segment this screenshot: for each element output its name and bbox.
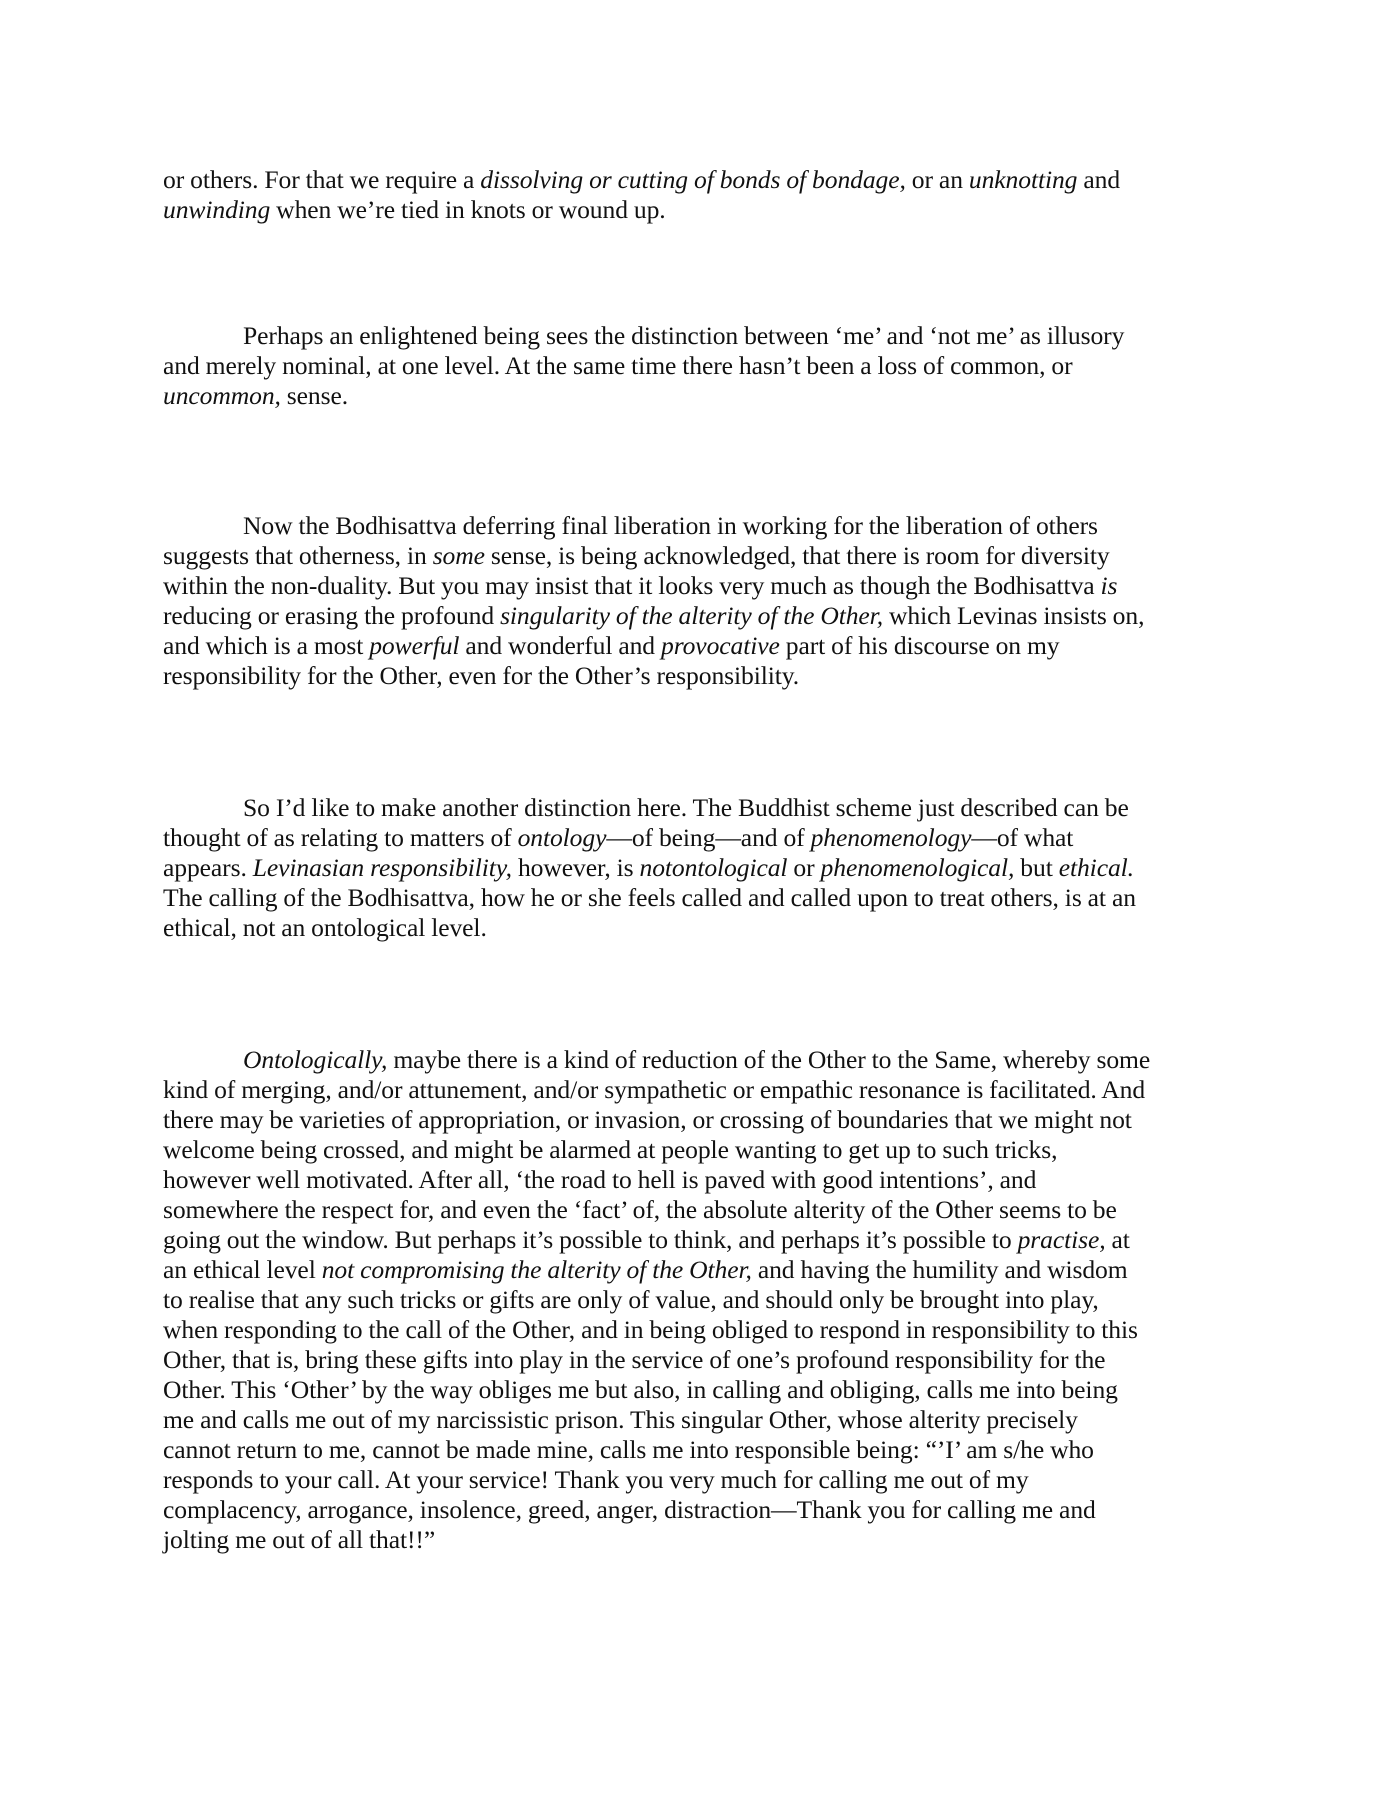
italic-run: uncommon, [163,381,281,410]
text-line [163,1285,1229,1315]
text-line [163,1255,1229,1285]
text-run: and wonderful and [459,631,661,660]
text-line [163,1435,1229,1465]
text-run: me and calls me out of my narcissistic prison. This singular Other, whose alterity precisely [163,1405,1078,1434]
paragraph-5 [163,1045,1229,1555]
text-line [163,1225,1229,1255]
paragraph-1 [163,165,1229,225]
text-run: to realise that any such tricks or gifts are only of value, and should only be brought into play, [163,1285,1099,1314]
text-line [163,793,1229,823]
text-run: responds to your call. At your service! Thank you very much for calling me out of my [163,1465,1029,1494]
text-line [163,1135,1229,1165]
text-line [163,853,1229,883]
text-run: within the non-duality. But you may insist that it looks very much as though the Bodhisattva [163,571,1101,600]
text-run: at [1105,1225,1130,1254]
text-line [163,1195,1229,1225]
text-line [163,381,1229,411]
text-run: reducing or erasing the profound [163,601,501,630]
text-run: or [787,853,821,882]
text-line [163,913,1229,943]
italic-run: practise, [1017,1225,1106,1254]
text-line [163,1045,1229,1075]
text-run: which Levinas insists on, [883,601,1145,630]
italic-run: phenomenology [810,823,972,852]
text-run: welcome being crossed, and might be alarmed at people wanting to get up to such tricks, [163,1135,1058,1164]
text-run: The calling of the Bodhisattva, how he or she feels called and called upon to treat others, is at an [163,883,1136,912]
italic-run: is [1100,571,1118,600]
text-run: responsibility for the Other, even for the Other’s responsibility. [163,661,800,690]
italic-run: phenomenological, [820,853,1015,882]
text-run: Now the Bodhisattva deferring final liberation in working for the liberation of others [243,511,1098,540]
text-line [163,1345,1229,1375]
italic-run: not compromising the alterity of the Other, [321,1255,752,1284]
text-run: complacency, arrogance, insolence, greed, anger, distraction—Thank you for calling me and [163,1495,1096,1524]
italic-run: Ontologically, [243,1045,388,1074]
text-run: or others. For that we require a [163,165,481,194]
text-line [163,1315,1229,1345]
italic-run: dissolving or cutting of bonds of bondage, [480,165,906,194]
text-line [163,1105,1229,1135]
text-run: part of his discourse on my [779,631,1060,660]
text-run: and [1077,165,1121,194]
text-line [163,321,1229,351]
italic-run: singularity of the alterity of the Other, [500,601,884,630]
paragraph-3 [163,511,1229,691]
text-line [163,351,1229,381]
text-line [163,511,1229,541]
italic-run: unwinding [163,195,271,224]
text-line [163,631,1229,661]
italic-run: ethical. [1058,853,1134,882]
text-run: thought of as relating to matters of [163,823,518,852]
text-run: cannot return to me, cannot be made mine, calls me into responsible being: “’I’ am s/he who [163,1435,1094,1464]
text-run: suggests that otherness, in [163,541,433,570]
text-line [163,1375,1229,1405]
text-run: ethical, not an ontological level. [163,913,487,942]
italic-run: unknotting [968,165,1078,194]
paragraph-4 [163,793,1229,943]
text-line [163,541,1229,571]
text-run: Perhaps an enlightened being sees the distinction between ‘me’ and ‘not me’ as illusory [243,321,1125,350]
text-run: or an [905,165,969,194]
italic-run: ontology [517,823,607,852]
text-line [163,1075,1229,1105]
italic-run: powerful [369,631,460,660]
text-run: sense, is being acknowledged, that there is room for diversity [484,541,1110,570]
text-line [163,165,1229,195]
text-run: and which is a most [163,631,370,660]
italic-run: notontological [639,853,788,882]
text-run: jolting me out of all that!!” [163,1525,436,1554]
text-run: somewhere the respect for, and even the ‘fact’ of, the absolute alterity of the Other seems to be [163,1195,1117,1224]
text-line [163,601,1229,631]
text-run: —of being—and of [606,823,811,852]
text-run: but [1014,853,1059,882]
text-run: maybe there is a kind of reduction of the Other to the Same, whereby some [387,1045,1151,1074]
text-run: —of what [971,823,1074,852]
text-run: when responding to the call of the Other, and in being obliged to respond in responsibility to this [163,1315,1138,1344]
text-line [163,1405,1229,1435]
text-run: when we’re tied in knots or wound up. [270,195,666,224]
text-run: Other. This ‘Other’ by the way obliges me but also, in calling and obliging, calls me into being [163,1375,1118,1404]
text-run: however, is [511,853,640,882]
italic-run: Levinasian responsibility, [252,853,512,882]
text-line [163,1525,1229,1555]
text-line [163,883,1229,913]
text-run: there may be varieties of appropriation, or invasion, or crossing of boundaries that we might not [163,1105,1132,1134]
text-run: sense. [280,381,349,410]
italic-run: provocative [661,631,780,660]
italic-run: some [432,541,485,570]
paragraph-2 [163,321,1229,411]
text-line [163,571,1229,601]
text-run: and having the humility and wisdom [751,1255,1128,1284]
text-run: kind of merging, and/or attunement, and/or sympathetic or empathic resonance is facilitated. And [163,1075,1146,1104]
text-line [163,661,1229,691]
text-run: however well motivated. After all, ‘the road to hell is paved with good intentions’, and [163,1165,1037,1194]
text-run: going out the window. But perhaps it’s possible to think, and perhaps it’s possible to [163,1225,1018,1254]
text-line [163,823,1229,853]
text-run: an ethical level [163,1255,322,1284]
text-run: So I’d like to make another distinction here. The Buddhist scheme just described can be [243,793,1129,822]
text-run: and merely nominal, at one level. At the same time there hasn’t been a loss of common, or [163,351,1073,380]
text-line [163,1165,1229,1195]
text-line [163,195,1229,225]
text-line [163,1465,1229,1495]
text-line [163,1495,1229,1525]
text-run: appears. [163,853,253,882]
text-run: Other, that is, bring these gifts into play in the service of one’s profound responsibility for the [163,1345,1106,1374]
